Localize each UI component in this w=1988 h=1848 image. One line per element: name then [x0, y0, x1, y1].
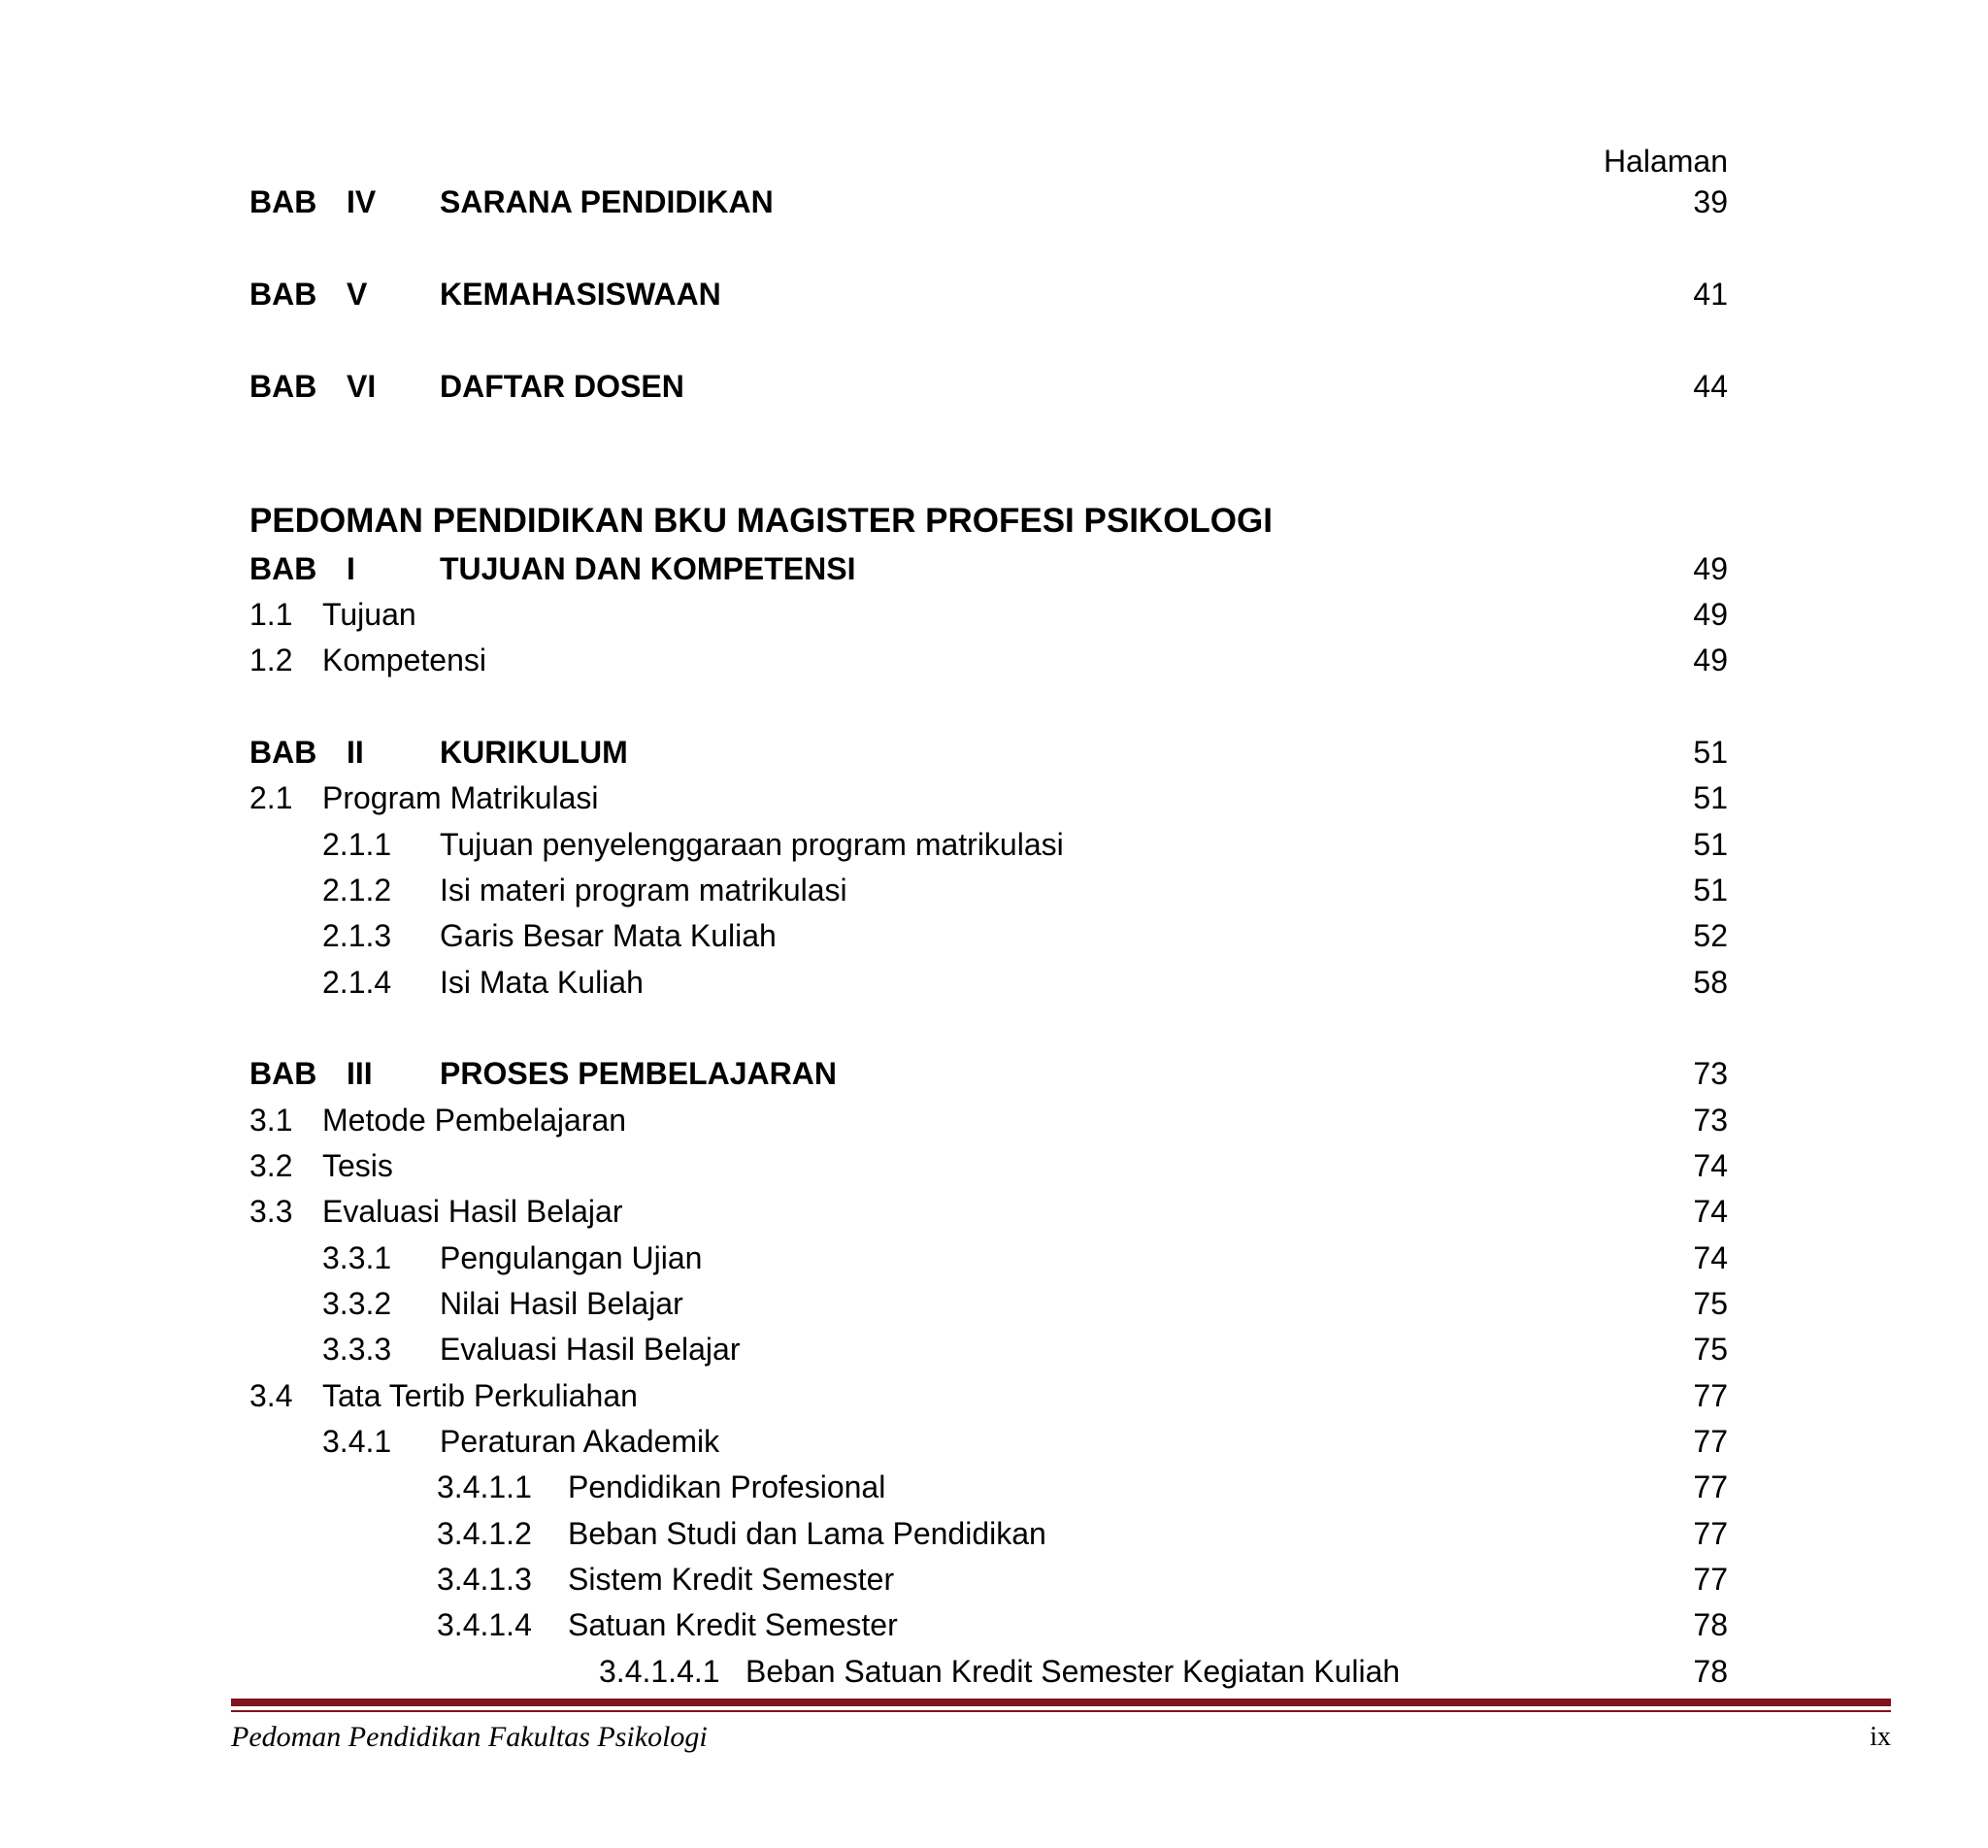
page-number: 51 [1693, 873, 1728, 908]
section-number: 1.2 [249, 643, 293, 677]
toc-section-row [249, 1099, 1728, 1141]
chapter-title: KURIKULUM [440, 735, 628, 770]
toc-subsection-row [249, 823, 1728, 866]
page-number: 51 [1693, 735, 1728, 770]
section-title: Tujuan penyelenggaraan program matrikulasi [440, 827, 1064, 862]
toc-section-row [249, 593, 1728, 636]
toc-section-row [249, 1144, 1728, 1187]
page-number: 77 [1693, 1424, 1728, 1459]
section-number: 2.1.3 [322, 918, 392, 953]
page-number: 49 [1693, 643, 1728, 677]
halaman-column-label: Halaman [1603, 144, 1728, 179]
toc-subsection-row [249, 961, 1728, 1004]
footer-rule [231, 1699, 1891, 1706]
section-number: 3.4.1.3 [437, 1562, 532, 1597]
page-number: 75 [1693, 1332, 1728, 1367]
footer-page-number: ix [1870, 1722, 1891, 1752]
toc-subsubsection-row [249, 1512, 1728, 1555]
chapter-roman: VI [347, 369, 377, 404]
chapter-title: KEMAHASISWAAN [440, 277, 721, 312]
page-number: 74 [1693, 1194, 1728, 1229]
section-number: 3.3.1 [322, 1240, 392, 1275]
toc-subsection-row [249, 1328, 1728, 1370]
section-title: Kompetensi [322, 643, 486, 677]
page-number: 51 [1693, 780, 1728, 815]
section-title: Evaluasi Hasil Belajar [322, 1194, 623, 1229]
page-number: 77 [1693, 1516, 1728, 1551]
page-number: 49 [1693, 597, 1728, 632]
section-title: Beban Studi dan Lama Pendidikan [568, 1516, 1046, 1551]
page-number: 44 [1693, 369, 1728, 404]
page-number: 74 [1693, 1148, 1728, 1183]
bab-label: BAB [249, 551, 317, 586]
chapter-title: SARANA PENDIDIKAN [440, 184, 774, 219]
section-title: Peraturan Akademik [440, 1424, 720, 1459]
section-title: Pendidikan Profesional [568, 1469, 886, 1504]
section-title: Isi Mata Kuliah [440, 965, 644, 1000]
page-number: 51 [1693, 827, 1728, 862]
chapter-title: DAFTAR DOSEN [440, 369, 684, 404]
section-number: 2.1.2 [322, 873, 392, 908]
section-number: 3.1 [249, 1103, 293, 1138]
section-title: Nilai Hasil Belajar [440, 1286, 683, 1321]
page-number: 74 [1693, 1240, 1728, 1275]
toc-subsection-row [249, 914, 1728, 957]
section-number: 3.3.2 [322, 1286, 392, 1321]
page-number: 78 [1693, 1654, 1728, 1689]
toc-subsection-row [249, 1282, 1728, 1325]
toc-subsection-row [249, 1420, 1728, 1463]
footer-rule-thin [231, 1710, 1891, 1712]
section-title: Metode Pembelajaran [322, 1103, 627, 1138]
chapter-roman: IV [347, 184, 377, 219]
toc-chapter-row [249, 547, 1728, 590]
page-number: 49 [1693, 551, 1728, 586]
section-title: Program Matrikulasi [322, 780, 599, 815]
section-title: Pengulangan Ujian [440, 1240, 703, 1275]
toc-chapter-row [249, 365, 1728, 408]
section-number: 3.4.1 [322, 1424, 392, 1459]
page-number: 77 [1693, 1562, 1728, 1597]
toc-subsection-row [249, 1237, 1728, 1279]
toc-chapter-row [249, 181, 1728, 223]
toc-chapter-row [249, 1052, 1728, 1095]
bab-label: BAB [249, 1056, 317, 1091]
toc-section-row [249, 1374, 1728, 1417]
section-title: Tesis [322, 1148, 393, 1183]
section-number: 3.4.1.1 [437, 1469, 532, 1504]
page-number: 73 [1693, 1103, 1728, 1138]
page-number: 75 [1693, 1286, 1728, 1321]
bab-label: BAB [249, 184, 317, 219]
page-number: 41 [1693, 277, 1728, 312]
section-title: PEDOMAN PENDIDIKAN BKU MAGISTER PROFESI PSIKOLOGI [249, 502, 1273, 540]
bab-label: BAB [249, 735, 317, 770]
toc-level5-row [249, 1650, 1728, 1693]
section-number: 3.3.3 [322, 1332, 392, 1367]
chapter-roman: III [347, 1056, 373, 1091]
bab-label: BAB [249, 369, 317, 404]
chapter-roman: I [347, 551, 355, 586]
section-number: 2.1.4 [322, 965, 392, 1000]
section-title: Satuan Kredit Semester [568, 1607, 898, 1642]
toc-section-row [249, 776, 1728, 819]
section-title: Sistem Kredit Semester [568, 1562, 895, 1597]
section-title: Tata Tertib Perkuliahan [322, 1378, 638, 1413]
section-number: 3.4.1.4.1 [599, 1654, 720, 1689]
bab-label: BAB [249, 277, 317, 312]
toc-section-row [249, 639, 1728, 681]
section-title: Tujuan [322, 597, 416, 632]
page-number: 58 [1693, 965, 1728, 1000]
footer-document-title: Pedoman Pendidikan Fakultas Psikologi [231, 1721, 708, 1753]
toc-chapter-row [249, 731, 1728, 774]
page-number: 78 [1693, 1607, 1728, 1642]
toc-subsubsection-row [249, 1603, 1728, 1646]
section-number: 3.4 [249, 1378, 293, 1413]
page-number: 39 [1693, 184, 1728, 219]
section-number: 3.2 [249, 1148, 293, 1183]
chapter-roman: II [347, 735, 364, 770]
chapter-title: TUJUAN DAN KOMPETENSI [440, 551, 856, 586]
section-title: Isi materi program matrikulasi [440, 873, 847, 908]
section-title: Garis Besar Mata Kuliah [440, 918, 777, 953]
section-number: 3.4.1.4 [437, 1607, 532, 1642]
page-number: 77 [1693, 1469, 1728, 1504]
section-number: 2.1.1 [322, 827, 392, 862]
section-title: Evaluasi Hasil Belajar [440, 1332, 741, 1367]
toc-subsection-row [249, 869, 1728, 911]
section-number: 3.4.1.2 [437, 1516, 532, 1551]
section-number: 1.1 [249, 597, 293, 632]
toc-subsubsection-row [249, 1466, 1728, 1508]
page-number: 77 [1693, 1378, 1728, 1413]
section-number: 2.1 [249, 780, 293, 815]
toc-subsubsection-row [249, 1558, 1728, 1600]
section-number: 3.3 [249, 1194, 293, 1229]
chapter-roman: V [347, 277, 368, 312]
chapter-title: PROSES PEMBELAJARAN [440, 1056, 837, 1091]
toc-section-row [249, 1190, 1728, 1233]
section-title: Beban Satuan Kredit Semester Kegiatan Kuliah [746, 1654, 1401, 1689]
page-number: 52 [1693, 918, 1728, 953]
toc-chapter-row [249, 273, 1728, 315]
page-number: 73 [1693, 1056, 1728, 1091]
